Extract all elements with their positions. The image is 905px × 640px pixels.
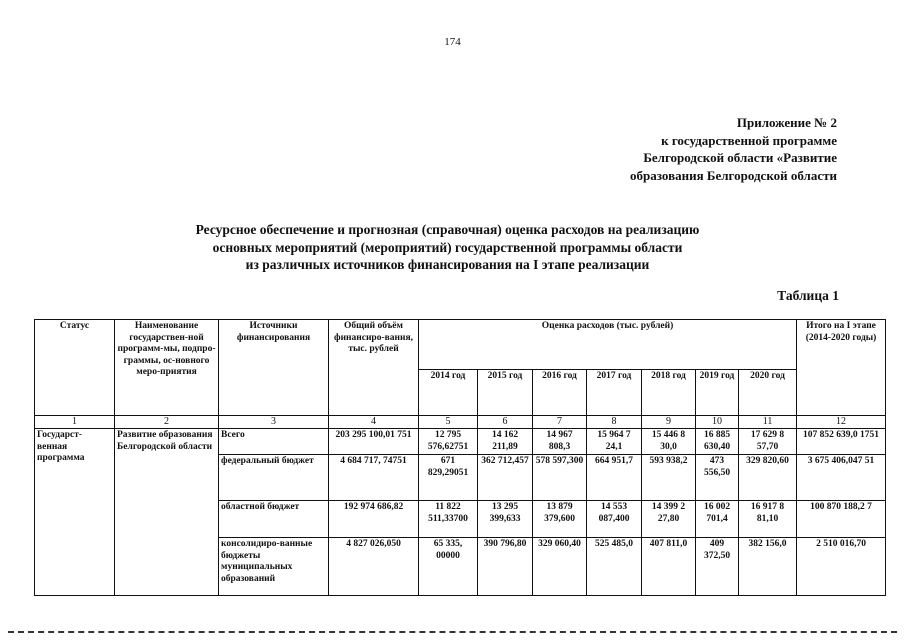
title-line-3: из различных источников финансирования на I этапе реализации: [245, 257, 650, 272]
year-cell: 473 556,50: [696, 455, 739, 501]
column-number-row: [35, 416, 886, 429]
year-cell: 390 796,80: [478, 538, 533, 596]
column-number: 6: [478, 416, 533, 429]
title-line-1: Ресурсное обеспечение и прогнозная (справочная) оценка расходов на реализацию: [195, 222, 700, 237]
header-year-2015: 2015 год: [478, 370, 533, 416]
year-cell: 16 002 701,4: [696, 501, 739, 538]
total-cell: 192 974 686,82: [329, 501, 419, 538]
budget-table: [34, 319, 886, 596]
year-cell: 671 829,29051: [419, 455, 478, 501]
year-cell: 329 060,40: [533, 538, 587, 596]
final-cell: 107 852 639,0 1751: [797, 429, 886, 455]
year-cell: 11 822 511,33700: [419, 501, 478, 538]
appendix-line-2: к государственной программе: [661, 132, 837, 148]
total-cell: 203 295 100,01 751: [329, 429, 419, 455]
column-number: 7: [533, 416, 587, 429]
year-cell: 409 372,50: [696, 538, 739, 596]
year-cell: 664 951,7: [587, 455, 642, 501]
final-cell: 100 870 188,2 7: [797, 501, 886, 538]
year-cell: 578 597,300: [533, 455, 587, 501]
total-cell: 4 684 717, 74751: [329, 455, 419, 501]
appendix-line-1: Приложение № 2: [736, 115, 837, 130]
column-number: 11: [739, 416, 797, 429]
year-cell: 14 967 808,3: [533, 429, 587, 455]
column-number: 12: [797, 416, 886, 429]
header-year-2016: 2016 год: [533, 370, 587, 416]
header-row-1: [35, 320, 886, 370]
year-cell: 16 885 630,40: [696, 429, 739, 455]
year-cell: 13 879 379,600: [533, 501, 587, 538]
source-cell: Всего: [219, 429, 329, 455]
year-cell: 13 295 399,633: [478, 501, 533, 538]
page-bottom-divider: [8, 631, 897, 633]
column-number: 8: [587, 416, 642, 429]
year-cell: 15 964 7 24,1: [587, 429, 642, 455]
appendix-block: [537, 114, 837, 184]
table-label: Таблица 1: [777, 288, 839, 303]
program-status: Государст-венная программа: [35, 429, 115, 596]
year-cell: 362 712,457: [478, 455, 533, 501]
column-number: 2: [115, 416, 219, 429]
table-row: [35, 429, 886, 455]
final-cell: 3 675 406,047 51: [797, 455, 886, 501]
year-cell: 14 162 211,89: [478, 429, 533, 455]
year-cell: 525 485,0: [587, 538, 642, 596]
year-cell: 14 399 2 27,80: [642, 501, 696, 538]
header-year-2014: 2014 год: [419, 370, 478, 416]
column-number: 9: [642, 416, 696, 429]
source-cell: федеральный бюджет: [219, 455, 329, 501]
year-cell: 65 335, 00000: [419, 538, 478, 596]
year-cell: 382 156,0: [739, 538, 797, 596]
year-cell: 407 811,0: [642, 538, 696, 596]
year-cell: 16 917 8 81,10: [739, 501, 797, 538]
title-line-2: основных мероприятий (мероприятий) государственной программы области: [212, 239, 683, 255]
header-year-2018: 2018 год: [642, 370, 696, 416]
column-number: 5: [419, 416, 478, 429]
header-total: Общий объём финансиро-вания, тыс. рублей: [329, 320, 419, 416]
header-year-2017: 2017 год: [587, 370, 642, 416]
column-number: 1: [35, 416, 115, 429]
header-status: Статус: [35, 320, 115, 416]
header-sources: Источники финансирования: [219, 320, 329, 416]
column-number: 4: [329, 416, 419, 429]
final-cell: 2 510 016,70: [797, 538, 886, 596]
page-number: 174: [444, 36, 461, 48]
header-final: Итого на I этапе (2014-2020 годы): [797, 320, 886, 416]
appendix-line-4: образования Белгородской области: [630, 167, 837, 183]
year-cell: 593 938,2: [642, 455, 696, 501]
header-name: Наименование государствен-ной программ-мы, подпро-граммы, ос-новного меро-приятия: [115, 320, 219, 416]
header-year-2019: 2019 год: [696, 370, 739, 416]
year-cell: 15 446 8 30,0: [642, 429, 696, 455]
year-cell: 12 795 576,62751: [419, 429, 478, 455]
total-cell: 4 827 026,050: [329, 538, 419, 596]
source-cell: консолидиро-ванные бюджеты муниципальных образований: [219, 538, 329, 596]
appendix-line-3: Белгородской области «Развитие: [643, 150, 837, 165]
column-number: 10: [696, 416, 739, 429]
column-number: 3: [219, 416, 329, 429]
year-cell: 17 629 8 57,70: [739, 429, 797, 455]
year-cell: 329 820,60: [739, 455, 797, 501]
year-cell: 14 553 087,400: [587, 501, 642, 538]
document-title: [140, 221, 755, 274]
program-name: Развитие образования Белгородской области: [115, 429, 219, 596]
source-cell: областной бюджет: [219, 501, 329, 538]
header-year-2020: 2020 год: [739, 370, 797, 416]
header-estimate: Оценка расходов (тыс. рублей): [419, 320, 797, 370]
